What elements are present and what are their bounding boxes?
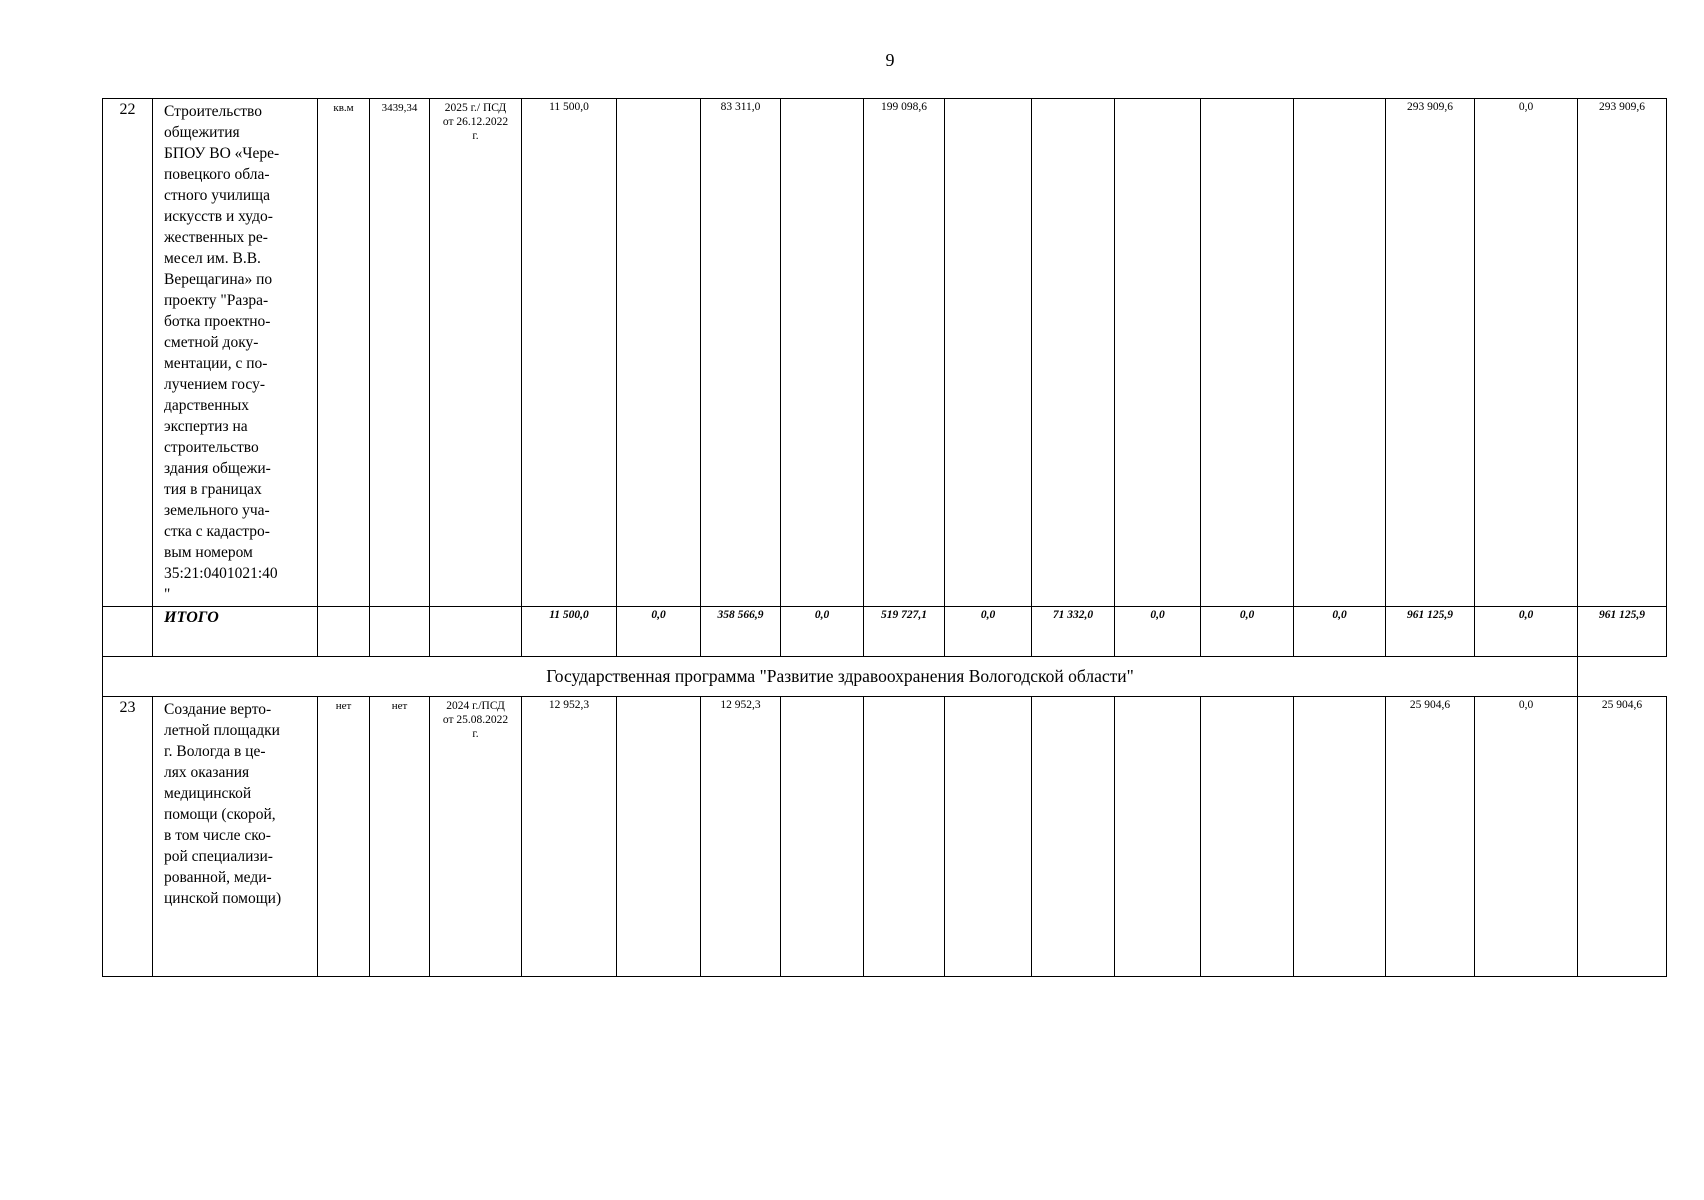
row-number: 23 [103,697,153,977]
total-row [103,607,1667,657]
total-value: 71 332,0 [1032,607,1115,657]
program-row [103,657,1667,697]
total-value: 0,0 [1115,607,1201,657]
table-row [103,697,1667,977]
unit-cell: кв.м [318,99,370,607]
value-cell [617,99,701,607]
table-row [103,99,1667,607]
value-cell [781,697,864,977]
object-description: Создание верто- летной площадки г. Вологда в це- лях оказания медицинской помощи (скорой, в том числе ско- рой специализи- рованной, меди- цинской помощи) [153,697,318,977]
total-value: 0,0 [1475,607,1578,657]
value-cell: 12 952,3 [701,697,781,977]
total-value: 519 727,1 [864,607,945,657]
value-cell [945,99,1032,607]
value-cell [1115,99,1201,607]
value-cell: 25 904,6 [1386,697,1475,977]
capacity-cell: 3439,34 [370,99,430,607]
value-cell [781,99,864,607]
value-cell: 0,0 [1475,697,1578,977]
total-value: 0,0 [945,607,1032,657]
unit-cell: нет [318,697,370,977]
total-value: 0,0 [781,607,864,657]
total-value: 0,0 [1201,607,1294,657]
total-value: 961 125,9 [1578,607,1667,657]
value-cell: 293 909,6 [1386,99,1475,607]
object-description: Строительство общежития БПОУ ВО «Чере- повецкого обла- стного училища искусств и худо- жественных ре- месел им. В.В. Верещагина» по проекту "Разра- ботка проектно- сметной доку- ментации, с по- лучением госу- дарственных экспертиз на строительство здания общежи- тия в границах земельного уча- стка с кадастро- вым номером 35:21:0401021:40 " [153,99,318,607]
capacity-cell: нет [370,697,430,977]
value-cell [617,697,701,977]
value-cell [945,697,1032,977]
value-cell [1201,697,1294,977]
value-cell [1115,697,1201,977]
value-cell [1032,99,1115,607]
total-label: ИТОГО [153,607,318,657]
row-number: 22 [103,99,153,607]
program-title: Государственная программа "Развитие здравоохранения Вологодской области" [103,657,1578,697]
value-cell: 199 098,6 [864,99,945,607]
value-cell: 25 904,6 [1578,697,1667,977]
value-cell: 83 311,0 [701,99,781,607]
financing-table [102,98,1667,977]
value-cell: 11 500,0 [522,99,617,607]
value-cell: 0,0 [1475,99,1578,607]
total-value: 961 125,9 [1386,607,1475,657]
empty-cell [430,607,522,657]
value-cell: 293 909,6 [1578,99,1667,607]
date-cell: 2024 г./ПСД от 25.08.2022 г. [430,697,522,977]
page-number: 9 [885,50,895,70]
empty-cell [370,607,430,657]
total-value: 358 566,9 [701,607,781,657]
total-value: 11 500,0 [522,607,617,657]
value-cell [1294,99,1386,607]
value-cell [864,697,945,977]
value-cell: 12 952,3 [522,697,617,977]
empty-cell [318,607,370,657]
total-value: 0,0 [617,607,701,657]
empty-cell [103,607,153,657]
value-cell [1032,697,1115,977]
total-value: 0,0 [1294,607,1386,657]
date-cell: 2025 г./ ПСД от 26.12.2022 г. [430,99,522,607]
value-cell [1201,99,1294,607]
value-cell [1294,697,1386,977]
